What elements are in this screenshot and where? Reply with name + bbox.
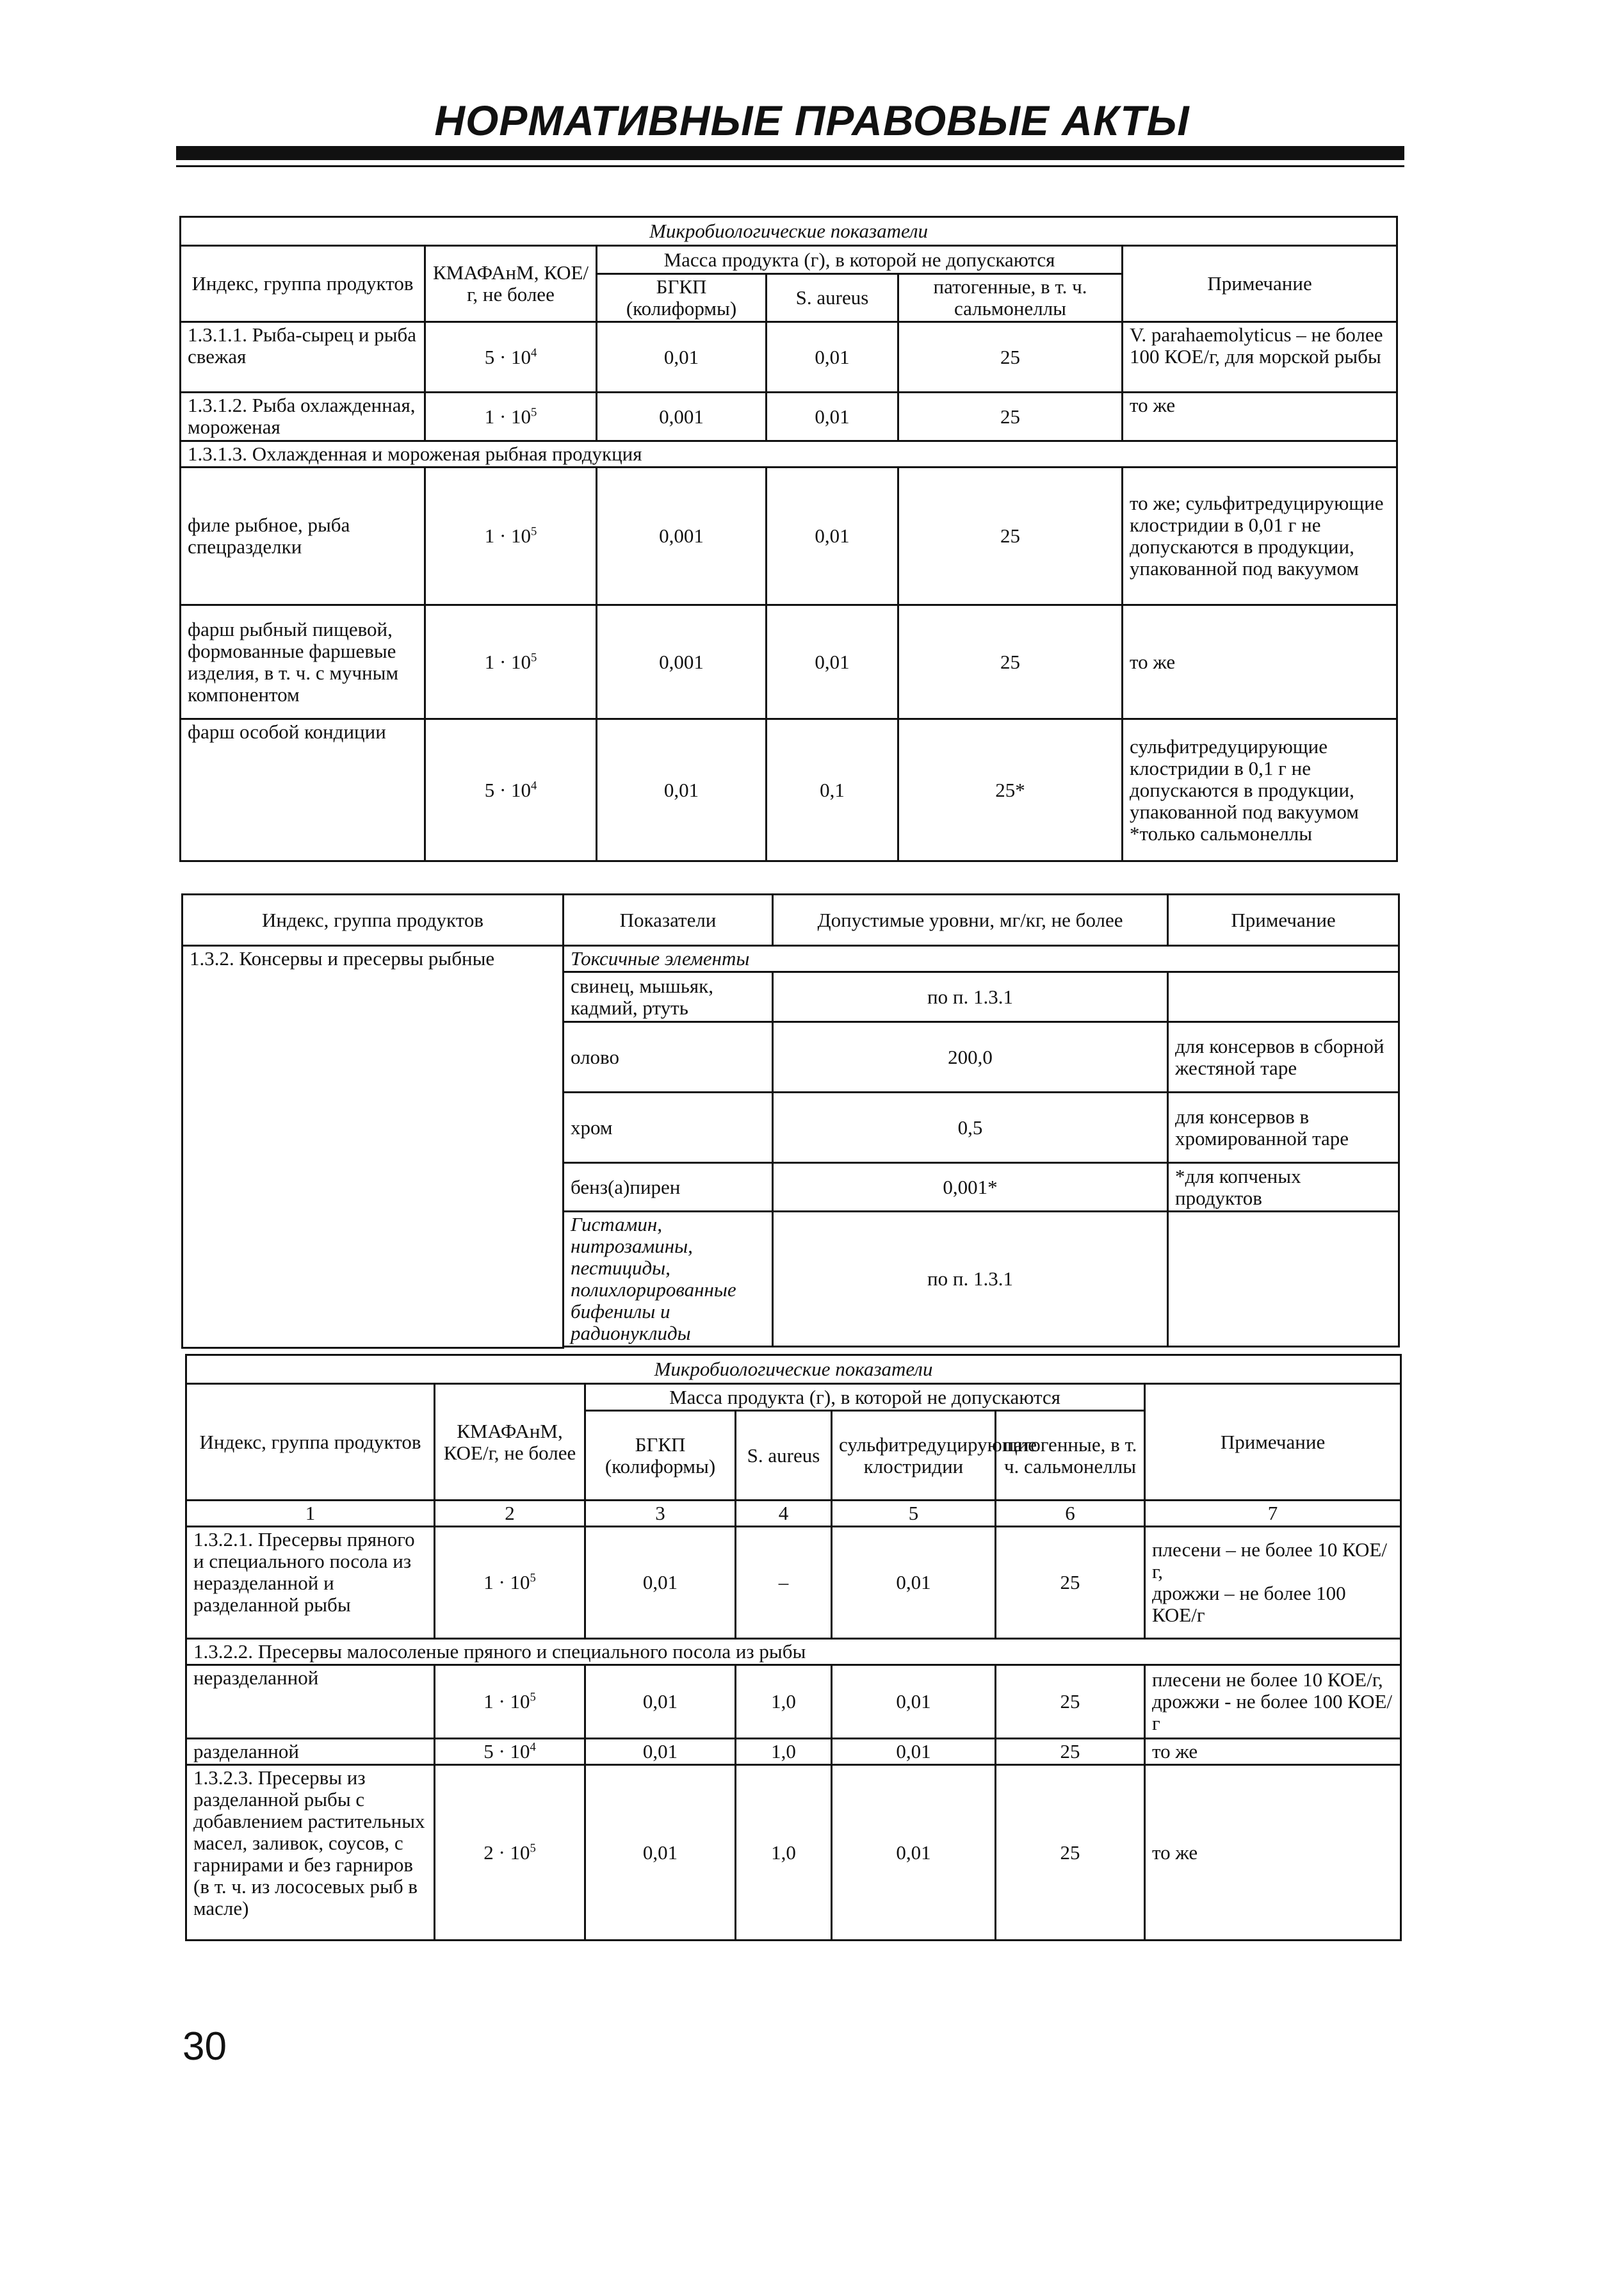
table2-header-index: Индекс, группа продуктов <box>183 895 564 946</box>
note-cell: плесени не более 10 КОЕ/г, дрожжи - не более 100 КОЕ/г <box>1145 1665 1401 1739</box>
note-cell <box>1168 1212 1399 1347</box>
note-cell: то же <box>1145 1765 1401 1941</box>
table1-caption: Микробиологические показатели <box>181 217 1397 246</box>
kmafanm-cell: $1 \cdot 10^5$ <box>435 1665 585 1739</box>
table-row <box>181 322 1397 393</box>
pathogens-cell: 25 <box>898 605 1123 719</box>
table3-header-mass: Масса продукта (г), в которой не допускаются <box>585 1384 1145 1411</box>
column-numbers-row <box>186 1501 1401 1527</box>
kmafanm-cell: $5 \cdot 10^4$ <box>425 719 597 861</box>
table1-header-bgkp: БГКП (колиформы) <box>597 274 767 322</box>
kmafanm-cell: $1 \cdot 10^5$ <box>425 605 597 719</box>
note-cell: для консервов в хромированной таре <box>1168 1093 1399 1163</box>
table-row <box>181 393 1397 441</box>
row-name: разделанной <box>186 1739 435 1765</box>
table1-header-mass: Масса продукта (г), в которой не допускаются <box>597 246 1123 274</box>
kmafanm-cell: $5 \cdot 10^4$ <box>425 322 597 393</box>
table-toxic-elements <box>181 893 1400 1349</box>
sulfit-cell: 0,01 <box>832 1665 996 1739</box>
table2-header-levels: Допустимые уровни, мг/кг, не более <box>773 895 1168 946</box>
table1-header-pathogens: патогенные, в т. ч. сальмонеллы <box>898 274 1123 322</box>
table1-header-saureus: S. aureus <box>767 274 898 322</box>
saureus-cell: 0,01 <box>767 468 898 605</box>
column-number: 3 <box>585 1501 736 1527</box>
column-number: 1 <box>186 1501 435 1527</box>
row-name: 1.3.2.3. Пресервы из разделанной рыбы с добавлением растительных масел, заливок, соусов, с гарнирами и без гарниров (в т. ч. из лососевых рыб в масле) <box>186 1765 435 1941</box>
kmafanm-cell: $5 \cdot 10^4$ <box>435 1739 585 1765</box>
note-cell: V. parahaemolyticus – не более 100 КОЕ/г, для морской рыбы <box>1123 322 1397 393</box>
table-row <box>181 605 1397 719</box>
saureus-cell: – <box>736 1527 832 1639</box>
level-cell: по п. 1.3.1 <box>773 972 1168 1022</box>
table-row <box>181 468 1397 605</box>
table2-header-note: Примечание <box>1168 895 1399 946</box>
sulfit-cell: 0,01 <box>832 1527 996 1639</box>
pathogens-cell: 25 <box>996 1665 1145 1739</box>
saureus-cell: 0,1 <box>767 719 898 861</box>
sulfit-cell: 0,01 <box>832 1739 996 1765</box>
row-name: 1.3.1.1. Рыба-сырец и рыба свежая <box>181 322 425 393</box>
table-microbiology-preserves <box>185 1354 1402 1941</box>
saureus-cell: 0,01 <box>767 322 898 393</box>
bgkp-cell: 0,001 <box>597 605 767 719</box>
indicator-cell: свинец, мышьяк, кадмий, ртуть <box>564 972 773 1022</box>
bgkp-cell: 0,01 <box>585 1765 736 1941</box>
table2-subgroup-title: Токсичные элементы <box>564 946 1399 972</box>
table-row <box>186 1739 1401 1765</box>
bgkp-cell: 0,001 <box>597 393 767 441</box>
column-number: 7 <box>1145 1501 1401 1527</box>
table-row <box>181 719 1397 861</box>
page-header-title: НОРМАТИВНЫЕ ПРАВОВЫЕ АКТЫ <box>434 97 1190 144</box>
table3-header-saureus: S. aureus <box>736 1411 832 1501</box>
table1-section-title: 1.3.1.3. Охлажденная и мороженая рыбная продукция <box>181 441 1397 468</box>
table-row <box>186 1765 1401 1941</box>
table-row <box>186 1665 1401 1739</box>
table3-section-title: 1.3.2.2. Пресервы малосоленые пряного и специального посола из рыбы <box>186 1639 1401 1665</box>
note-cell: для консервов в сборной жестяной таре <box>1168 1022 1399 1093</box>
bgkp-cell: 0,01 <box>597 322 767 393</box>
column-number: 2 <box>435 1501 585 1527</box>
table2-header-indicators: Показатели <box>564 895 773 946</box>
row-name: фарш рыбный пищевой, формованные фаршевые изделия, в т. ч. с мучным компонентом <box>181 605 425 719</box>
level-cell: 0,001* <box>773 1163 1168 1212</box>
bgkp-cell: 0,01 <box>597 719 767 861</box>
table3-header-sulfit: сульфитредуцирующие клостридии <box>832 1411 996 1501</box>
table3-caption: Микробиологические показатели <box>186 1355 1401 1384</box>
saureus-cell: 1,0 <box>736 1665 832 1739</box>
pathogens-cell: 25* <box>898 719 1123 861</box>
footnote: *только сальмонеллы <box>1130 822 1313 845</box>
note-cell: то же <box>1145 1739 1401 1765</box>
table1-header-kmafanm: КМАФАнМ, КОЕ/г, не более <box>425 246 597 322</box>
pathogens-cell: 25 <box>898 468 1123 605</box>
bgkp-cell: 0,01 <box>585 1527 736 1639</box>
saureus-cell: 0,01 <box>767 605 898 719</box>
kmafanm-cell: $2 \cdot 10^5$ <box>435 1765 585 1941</box>
pathogens-cell: 25 <box>996 1739 1145 1765</box>
table1-header-index: Индекс, группа продуктов <box>181 246 425 322</box>
note-cell: то же <box>1123 393 1397 441</box>
kmafanm-cell: $1 \cdot 10^5$ <box>435 1527 585 1639</box>
indicator-cell: бенз(а)пирен <box>564 1163 773 1212</box>
note-cell <box>1168 972 1399 1022</box>
bgkp-cell: 0,01 <box>585 1739 736 1765</box>
kmafanm-cell: $1 \cdot 10^5$ <box>425 393 597 441</box>
saureus-cell: 0,01 <box>767 393 898 441</box>
page-number: 30 <box>183 2024 227 2069</box>
row-name: филе рыбное, рыба спецразделки <box>181 468 425 605</box>
note-cell: то же <box>1123 605 1397 719</box>
table3-header-kmafanm: КМАФАнМ, КОЕ/г, не более <box>435 1384 585 1501</box>
indicator-cell: хром <box>564 1093 773 1163</box>
note-cell: то же; сульфитредуцирующие клостридии в 0,01 г не допускаются в продукции, упакованной под вакуумом <box>1123 468 1397 605</box>
saureus-cell: 1,0 <box>736 1765 832 1941</box>
level-cell: по п. 1.3.1 <box>773 1212 1168 1347</box>
saureus-cell: 1,0 <box>736 1739 832 1765</box>
column-number: 5 <box>832 1501 996 1527</box>
sulfit-cell: 0,01 <box>832 1765 996 1941</box>
table-row <box>186 1527 1401 1639</box>
row-name: фарш особой кондиции <box>181 719 425 861</box>
pathogens-cell: 25 <box>996 1527 1145 1639</box>
level-cell: 0,5 <box>773 1093 1168 1163</box>
note-cell: *для копченых продуктов <box>1168 1163 1399 1212</box>
table3-header-note: Примечание <box>1145 1384 1401 1501</box>
indicator-cell: олово <box>564 1022 773 1093</box>
table3-header-pathogens: патогенные, в т. ч. сальмонеллы <box>996 1411 1145 1501</box>
row-name: 1.3.1.2. Рыба охлажденная, мороженая <box>181 393 425 441</box>
bgkp-cell: 0,001 <box>597 468 767 605</box>
kmafanm-cell: $1 \cdot 10^5$ <box>425 468 597 605</box>
column-number: 4 <box>736 1501 832 1527</box>
pathogens-cell: 25 <box>898 393 1123 441</box>
pathogens-cell: 25 <box>996 1765 1145 1941</box>
level-cell: 200,0 <box>773 1022 1168 1093</box>
row-name: 1.3.2.1. Пресервы пряного и специального посола из неразделанной и разделанной рыбы <box>186 1527 435 1639</box>
row-name: неразделанной <box>186 1665 435 1739</box>
table-microbiology-fish <box>179 216 1398 862</box>
note-cell: плесени – не более 10 КОЕ/г, дрожжи – не более 100 КОЕ/г <box>1145 1527 1401 1639</box>
note-cell: сульфитредуцирующие клостридии в 0,1 г не допускаются в продукции, упакованной под вакуумом *только сальмонеллы <box>1123 719 1397 861</box>
table1-header-note: Примечание <box>1123 246 1397 322</box>
table3-header-index: Индекс, группа продуктов <box>186 1384 435 1501</box>
column-number: 6 <box>996 1501 1145 1527</box>
table3-header-bgkp: БГКП (колиформы) <box>585 1411 736 1501</box>
indicator-cell: Гистамин, нитрозамины, пестициды, полихлорированные бифенилы и радионуклиды <box>564 1212 773 1347</box>
pathogens-cell: 25 <box>898 322 1123 393</box>
header-rule-thick <box>176 146 1404 160</box>
header-rule-thin <box>176 165 1404 167</box>
bgkp-cell: 0,01 <box>585 1665 736 1739</box>
table2-group-name: 1.3.2. Консервы и пресервы рыбные <box>183 946 564 1348</box>
